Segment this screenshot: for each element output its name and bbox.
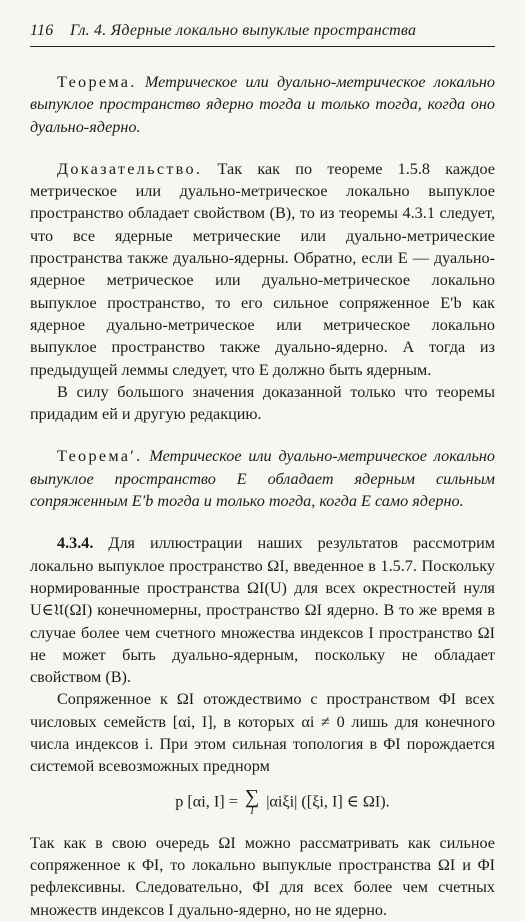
- header-rule: [30, 46, 495, 47]
- page-number: 116: [30, 22, 54, 39]
- formula-right: |αiξi| ([ξi, I] ∈ ΩI).: [266, 792, 390, 811]
- theorem-2-text: Метрическое или дуально-метрическое локально выпуклое пространство E обладает ядерным сильным сопряженным E′b тогда и только тогда, когда E само ядерно.: [30, 447, 496, 511]
- remark-paragraph: В силу большого значения доказанной только что теоремы придадим ей и другую редакцию.: [30, 382, 495, 424]
- section-paragraph-1: [30, 532, 495, 688]
- section-text-1: Для иллюстрации наших результатов рассмотрим локально выпуклое пространство ΩI, введенное в 1.5.7. Поскольку нормированные пространства ΩI(U) для всех окрестностей нуля U∈𝔘(ΩI) конечномерны, пространство ΩI ядерно. В то же время в случае более чем счетного множества индексов I пространство ΩI не может быть дуально-ядерным, поскольку не обладает свойством (B).: [30, 534, 495, 687]
- section-paragraph-3: Так как в свою очередь ΩI можно рассматривать как сильное сопряженное к ΦI, то локально выпуклые пространства ΩI и ΦI рефлексивны. Следовательно, ΦI для всех более чем счетных множеств индексов I дуально-ядерно, но не ядерно.: [30, 833, 495, 919]
- section-paragraph-2: Сопряженное к ΩI отождествимо с пространством ΦI всех числовых семейств [αi, I], в которых αi ≠ 0 лишь для конечного числа индексов i. При этом сильная топология в ΦI порождается системой всевозможных преднорм: [30, 690, 495, 776]
- theorem-1: [30, 71, 495, 138]
- proof-paragraph: [30, 158, 495, 381]
- running-header: [30, 22, 495, 40]
- theorem-2: [30, 445, 495, 512]
- formula-left: p [αi, I] =: [175, 792, 238, 811]
- chapter-title: Гл. 4. Ядерные локально выпуклые пространства: [70, 22, 417, 39]
- sum-symbol: ∑ I: [244, 785, 260, 817]
- proof-label: Доказательство.: [57, 159, 203, 178]
- theorem-1-label: Теорема.: [57, 73, 137, 91]
- prenorm-formula: [70, 785, 495, 818]
- proof-text: Так как по теореме 1.5.8 каждое метрическое или дуально-метрическое локально выпуклое пространство обладает свойством (B), то из теоремы 4.3.1 следует, что все ядерные метрические или дуально-метрические пространства также дуально-ядерны. Обратно, если E — дуально-ядерное метрическое или дуально-метрическое локально выпуклое пространство, то его сильное сопряженное E′b как ядерное дуально-метрическое или метрическое локально выпуклое пространство также дуально-ядерно. А тогда из предыдущей леммы следует, что E должно быть ядерным.: [30, 159, 495, 379]
- theorem-1-text: Метрическое или дуально-метрическое локально выпуклое пространство ядерно тогда и только тогда, когда оно дуально-ядерно.: [30, 73, 496, 136]
- theorem-2-label: Теорема′.: [57, 447, 143, 466]
- section-number: 4.3.4.: [57, 534, 94, 553]
